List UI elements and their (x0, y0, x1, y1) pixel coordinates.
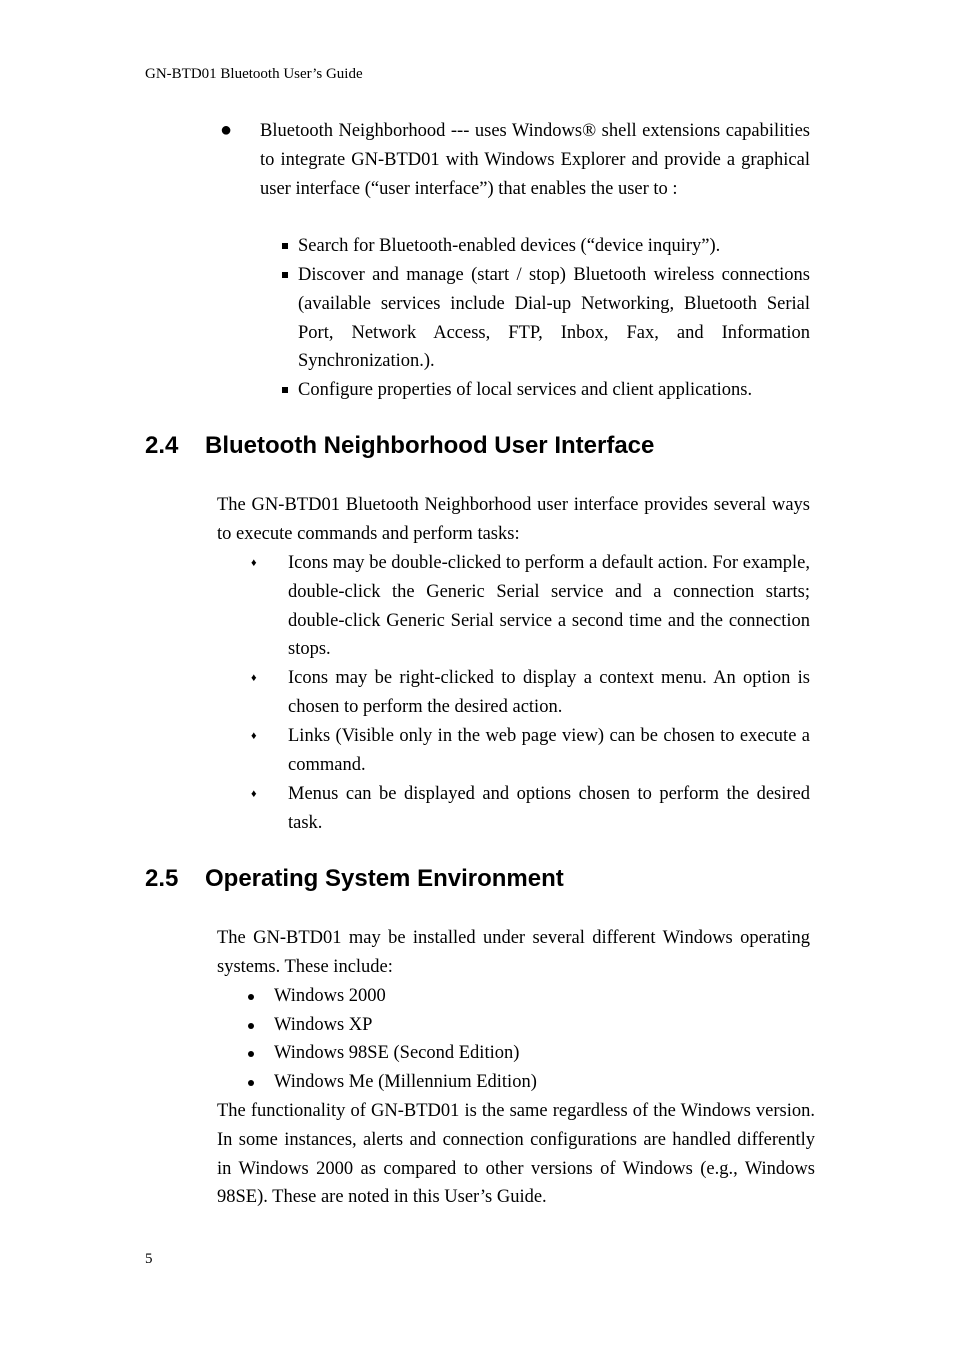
os-item-4: Windows Me (Millennium Edition) (274, 1072, 537, 1092)
os-item-3: Windows 98SE (Second Edition) (274, 1043, 520, 1063)
sub-item-3: Configure properties of local services and client applications. (298, 380, 753, 400)
circle-bullet-icon (248, 1051, 254, 1057)
square-bullet-icon (282, 272, 288, 278)
section-number: 2.5 (145, 865, 179, 892)
circle-bullet-icon (248, 994, 254, 1000)
circle-bullet-icon (248, 1080, 254, 1086)
running-header: GN-BTD01 Bluetooth User’s Guide (145, 66, 363, 82)
ui-item-4: Menus can be displayed and options chosen to perform the desired task. (288, 784, 810, 833)
section-title: Bluetooth Neighborhood User Interface (205, 432, 655, 459)
os-item-1: Windows 2000 (274, 986, 386, 1006)
sub-item-1: Search for Bluetooth-enabled devices (“device inquiry”). (298, 236, 721, 256)
section-2-5-intro: The GN-BTD01 may be installed under several different Windows operating systems. These include: (217, 928, 810, 977)
diamond-bullet-icon: ♦ (251, 788, 257, 800)
os-item-2: Windows XP (274, 1015, 373, 1035)
page-number: 5 (145, 1251, 153, 1267)
section-title: Operating System Environment (205, 865, 564, 892)
square-bullet-icon (282, 243, 288, 249)
section-number: 2.4 (145, 432, 179, 459)
ui-item-3: Links (Visible only in the web page view) can be chosen to execute a command. (288, 726, 810, 775)
diamond-bullet-icon: ♦ (251, 730, 257, 742)
ui-item-2: Icons may be right-clicked to display a context menu. An option is chosen to perform the desired action. (288, 668, 810, 717)
ui-item-1: Icons may be double-clicked to perform a default action. For example, double-click the Generic Serial service and a connection starts; double-click Generic Serial service a second time and the connection stops. (288, 553, 810, 660)
bullet-dot-icon: ● (220, 119, 233, 141)
sub-item-2: Discover and manage (start / stop) Bluetooth wireless connections (available services include Dial-up Networking, Bluetooth Serial Port, Network Access, FTP, Inbox, Fax, and Information Synchronization.). (298, 265, 810, 372)
diamond-bullet-icon: ♦ (251, 557, 257, 569)
intro-bullet-text: Bluetooth Neighborhood --- uses Windows® shell extensions capabilities to integrate GN-BTD01 with Windows Explorer and provide a graphical user interface (“user interface”) that enables the user to : (260, 121, 810, 199)
section-2-4-intro: The GN-BTD01 Bluetooth Neighborhood user interface provides several ways to execute commands and perform tasks: (217, 495, 810, 544)
diamond-bullet-icon: ♦ (251, 672, 257, 684)
square-bullet-icon (282, 387, 288, 393)
circle-bullet-icon (248, 1023, 254, 1029)
section-2-5-closing: The functionality of GN-BTD01 is the same regardless of the Windows version. In some instances, alerts and connection configurations are handled differently in Windows 2000 as compared to other versions of Windows (e.g., Windows 98SE). These are noted in this User’s Guide. (217, 1101, 815, 1208)
